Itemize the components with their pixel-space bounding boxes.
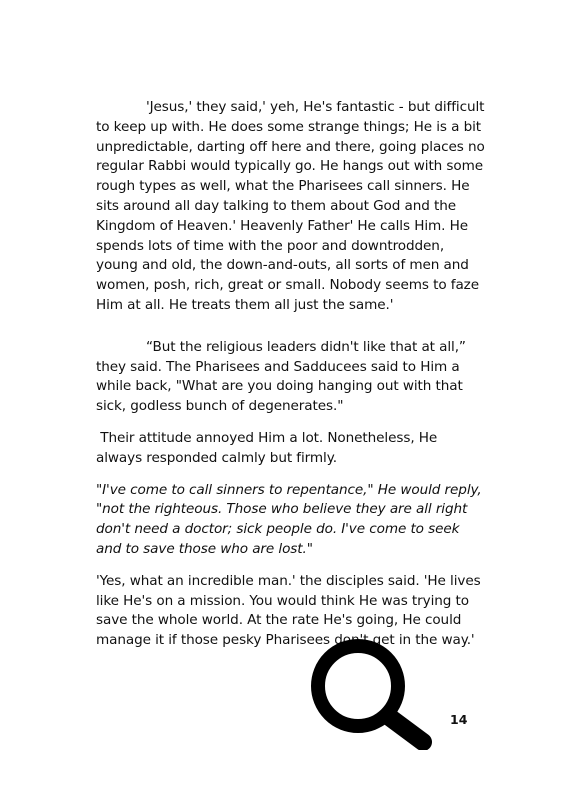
paragraph-5: 'Yes, what an incredible man.' the disciples said. 'He lives like He's on a mission. You would think He was trying to save the whole world. At the rate He's going, He could manage it if those pesky Pharisees don't get in the way.' — [96, 572, 481, 649]
body-text — [96, 98, 486, 663]
paragraph-4-quote: "I've come to call sinners to repentance," He would reply, "not the righteous. Those who believe they are all right don't need a doctor; sick people do. I've come to seek and to save those who are lost." — [96, 481, 482, 557]
page-number: 14 — [450, 712, 468, 727]
paragraph-3: Their attitude annoyed Him a lot. Nonetheless, He always responded calmly but firmly. — [96, 429, 442, 466]
paragraph-2: “But the religious leaders didn't like that at all,” they said. The Pharisees and Sadducees said to Him a while back, "What are you doing hanging out with that sick, godless bunch of degenerates." — [96, 338, 466, 415]
paragraph-1: 'Jesus,' they said,' yeh, He's fantastic - but difficult to keep up with. He does some strange things; He is a bit unpredictable, darting off here and there, going places no regular Rabbi would typically go. He hangs out with some rough types as well, what the Pharisees call sinners. He sits around all day talking to them about God and the Kingdom of Heaven.' Heavenly Father' He calls Him. He spends lots of time with the poor and downtrodden, young and old, the down-and-outs, all sorts of men and women, posh, rich, great or small. Nobody seems to faze Him at all. He treats them all just the same.' — [96, 99, 485, 313]
magnifier-icon[interactable] — [308, 630, 438, 750]
